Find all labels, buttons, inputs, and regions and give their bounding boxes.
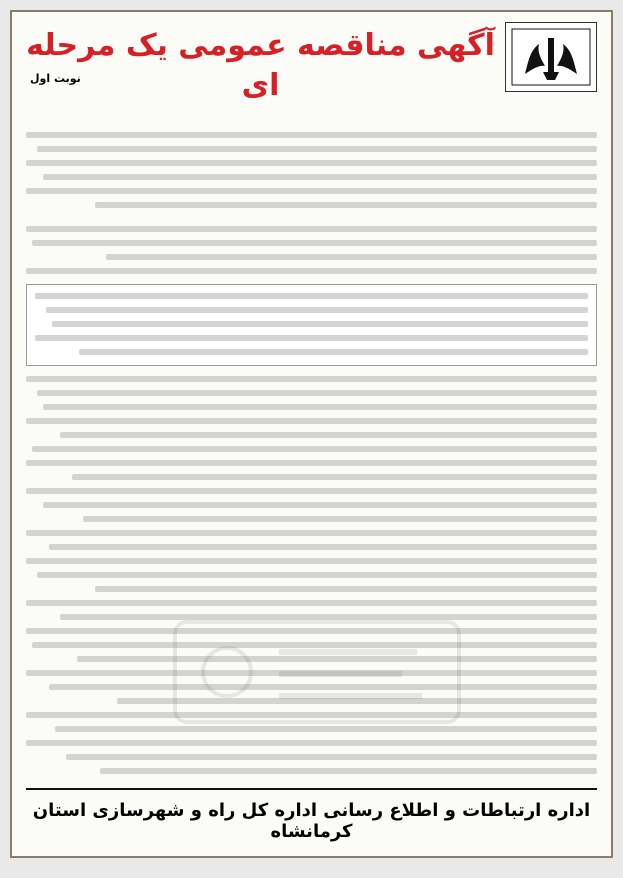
text-line [26,558,597,564]
text-line [26,418,597,424]
text-line [106,254,597,260]
text-line [117,698,597,704]
text-line [46,307,588,313]
text-line [26,376,597,382]
text-line [77,656,597,662]
text-line [26,530,597,536]
text-line [35,293,588,299]
ministry-emblem [505,22,597,92]
text-line [32,240,597,246]
title-wrap [26,22,495,106]
text-line [26,226,597,232]
text-line [26,160,597,166]
body-content [26,132,597,774]
text-line [26,670,597,676]
text-line [83,516,597,522]
text-line [26,268,597,274]
text-line [60,432,597,438]
spacer [26,216,597,226]
text-line [55,726,597,732]
page-title: آگهی مناقصه عمومی یک مرحله ای [26,28,495,103]
text-line [37,390,597,396]
text-line [26,628,597,634]
text-line [26,132,597,138]
text-line [26,740,597,746]
header [26,22,597,106]
text-line [79,349,588,355]
footer-office-name: اداره ارتباطات و اطلاع رسانی اداره کل راه و شهرسازی استان کرمانشاه [26,788,597,842]
first-notice-label: نوبت اول [30,72,81,85]
text-line [95,586,597,592]
text-line [26,600,597,606]
text-line [60,614,597,620]
text-line [26,712,597,718]
notice-box [26,284,597,366]
text-line [26,488,597,494]
text-line [37,572,597,578]
text-line [43,174,597,180]
text-line [66,754,597,760]
text-line [35,335,588,341]
text-line [26,188,597,194]
text-line [26,460,597,466]
text-line [49,544,597,550]
text-line [43,502,597,508]
text-line [72,474,597,480]
ministry-emblem-icon [511,28,591,86]
text-line [52,321,588,327]
text-line [32,446,597,452]
text-line [37,146,597,152]
text-line [32,642,597,648]
text-line [43,404,597,410]
text-line [100,768,597,774]
tender-notice-page [10,10,613,858]
text-line [95,202,597,208]
text-line [49,684,597,690]
